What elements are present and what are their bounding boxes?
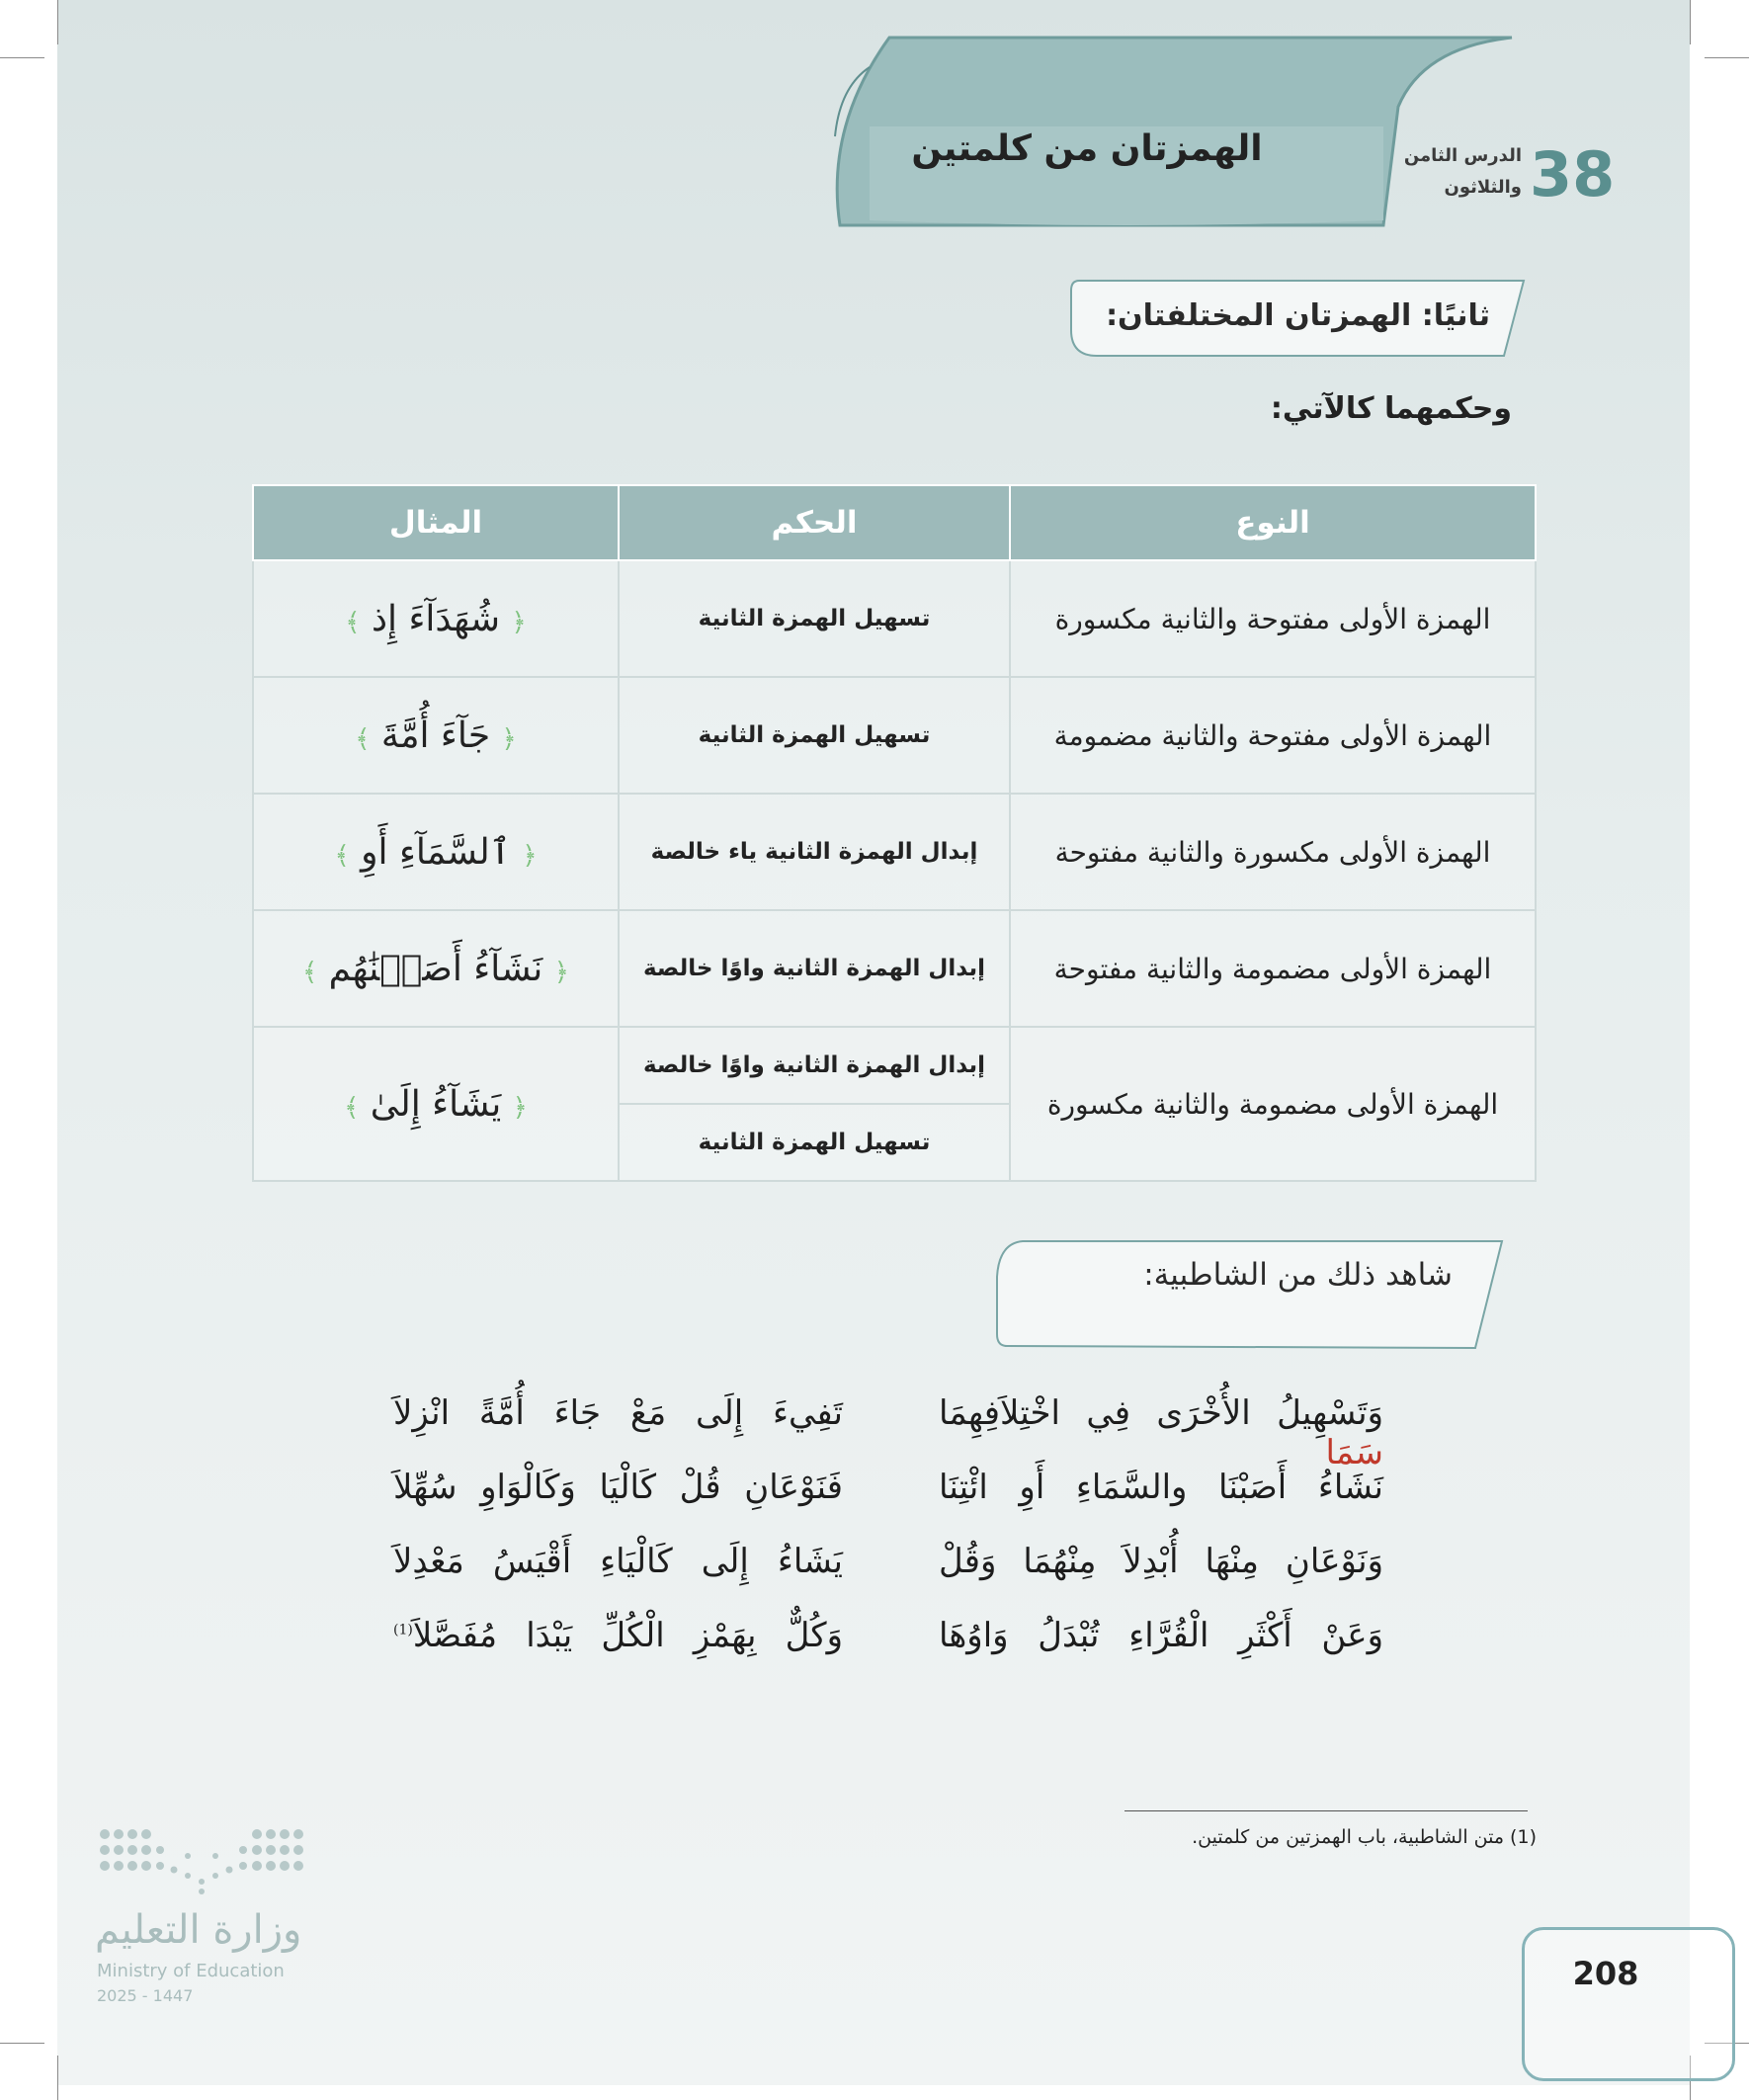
cell-example bbox=[253, 1027, 619, 1181]
cell-type: الهمزة الأولى مفتوحة والثانية مضمومة bbox=[1010, 677, 1536, 794]
table-row bbox=[253, 1027, 1536, 1104]
poem-line-right: وَعَنْ أَكْثَرِ الْقُرَّاءِ تُبْدَلُ وَاوُهَا bbox=[939, 1616, 1383, 1655]
table-row bbox=[253, 677, 1536, 794]
ornament-close: ﴾ bbox=[334, 840, 350, 871]
ornament-close: ﴾ bbox=[301, 957, 318, 987]
crop-mark bbox=[0, 57, 44, 58]
poem-line-right: نَشَاءُ أَصَبْنَا والسَّمَاءِ أَوِ ائْتِنَا bbox=[939, 1468, 1383, 1507]
shatibiyya-frame bbox=[993, 1237, 1507, 1354]
poem-line-right: وَنَوْعَانِ مِنْهَا أُبْدِلاَ مِنْهُمَا وَقُلْ bbox=[939, 1542, 1383, 1581]
lesson-number: 38 bbox=[1530, 138, 1616, 210]
ornament-close: ﴾ bbox=[355, 723, 371, 754]
section-title: ثانيًا: الهمزتان المختلفتان: bbox=[1106, 298, 1490, 333]
footnote-marker: (1) bbox=[393, 1622, 413, 1638]
cell-rule: إبدال الهمزة الثانية ياء خالصة bbox=[619, 794, 1010, 910]
page-number-frame bbox=[1522, 1927, 1735, 2081]
lesson-label-line-2: والثلاثون bbox=[1444, 177, 1522, 198]
cell-rule: إبدال الهمزة الثانية واوًا خالصة bbox=[619, 1027, 1010, 1104]
cell-type: الهمزة الأولى مكسورة والثانية مفتوحة bbox=[1010, 794, 1536, 910]
example-text: نَشَآءُ أَصَبۡنَٰهُم bbox=[328, 948, 543, 989]
header-example: المثال bbox=[253, 485, 619, 560]
intro-text: وحكمهما كالآتي: bbox=[1270, 391, 1512, 426]
ornament-open: ﴿ bbox=[553, 957, 570, 987]
header-rule: الحكم bbox=[619, 485, 1010, 560]
poem-line-left: يَشَاءُ إِلَى كَالْيَاءِ أَقْيَسُ مَعْدِلاَ bbox=[393, 1542, 843, 1581]
cell-type: الهمزة الأولى مضمومة والثانية مفتوحة bbox=[1010, 910, 1536, 1027]
crop-mark bbox=[1705, 57, 1749, 58]
poem-highlight: سَمَا bbox=[1325, 1433, 1383, 1472]
ministry-logo-icon bbox=[97, 1826, 309, 1900]
poem-line-left bbox=[393, 1616, 843, 1655]
cell-rule: تسهيل الهمزة الثانية bbox=[619, 677, 1010, 794]
ornament-close: ﴾ bbox=[345, 607, 361, 637]
cell-rule: إبدال الهمزة الثانية واوًا خالصة bbox=[619, 910, 1010, 1027]
ornament-open: ﴿ bbox=[501, 723, 517, 754]
shatibiyya-title: شاهد ذلك من الشاطبية: bbox=[1143, 1257, 1453, 1293]
lesson-label-line-1: الدرس الثامن bbox=[1403, 145, 1522, 166]
example-text: جَآءَ أُمَّةَ bbox=[380, 714, 491, 756]
example-text: شُهَدَآءَ إِذ bbox=[371, 598, 501, 639]
lesson-label bbox=[1403, 140, 1522, 204]
page-number: 208 bbox=[1572, 1955, 1639, 1992]
rules-table bbox=[252, 484, 1537, 1182]
example-text: ٱلسَّمَآءِ أَوِ bbox=[361, 831, 511, 873]
cell-rule: تسهيل الهمزة الثانية bbox=[619, 560, 1010, 677]
cell-example bbox=[253, 794, 619, 910]
cell-type: الهمزة الأولى مفتوحة والثانية مكسورة bbox=[1010, 560, 1536, 677]
table-row bbox=[253, 560, 1536, 677]
ministry-name-arabic: وزارة التعليم bbox=[95, 1907, 302, 1953]
cell-example bbox=[253, 560, 619, 677]
crop-mark bbox=[57, 2056, 58, 2100]
crop-mark bbox=[1690, 0, 1691, 44]
example-text: يَشَآءُ إِلَىٰ bbox=[370, 1083, 502, 1125]
crop-mark bbox=[0, 2043, 44, 2044]
cell-type: الهمزة الأولى مضمومة والثانية مكسورة bbox=[1010, 1027, 1536, 1181]
cell-rule: تسهيل الهمزة الثانية bbox=[619, 1104, 1010, 1181]
ornament-open: ﴿ bbox=[511, 607, 527, 637]
table-row bbox=[253, 910, 1536, 1027]
crop-mark bbox=[57, 0, 58, 44]
poem-text: وَتَسْهِيلُ الأُخْرَى فِي اخْتِلاَفِهِمَا bbox=[939, 1393, 1383, 1433]
ornament-close: ﴾ bbox=[344, 1092, 360, 1123]
ministry-name-english: Ministry of Education bbox=[97, 1961, 285, 1981]
table-row bbox=[253, 794, 1536, 910]
footnote: (1) متن الشاطبية، باب الهمزتين من كلمتين. bbox=[1192, 1826, 1537, 1848]
ornament-open: ﴿ bbox=[522, 840, 538, 871]
footnote-divider bbox=[1124, 1810, 1528, 1811]
ministry-year: 2025 - 1447 bbox=[97, 1986, 194, 2005]
table-header-row bbox=[253, 485, 1536, 560]
poem-line-right bbox=[939, 1393, 1383, 1472]
poem-line-left: تَفِيءَ إِلَى مَعْ جَاءَ أُمَّةً انْزِلاَ bbox=[393, 1393, 843, 1433]
poem-text: وَكُلٌّ بِهَمْزِ الْكُلِّ يَبْدَا مُفَصَّلاَ bbox=[412, 1616, 843, 1655]
header-type: النوع bbox=[1010, 485, 1536, 560]
poem-line-left: فَنَوْعَانِ قُلْ كَالْيَا وَكَالْوَاوِ سُهِّلاَ bbox=[393, 1468, 843, 1507]
ornament-open: ﴿ bbox=[512, 1092, 528, 1123]
lesson-title: الهمزتان من كلمتين bbox=[911, 128, 1263, 169]
cell-example bbox=[253, 910, 619, 1027]
cell-example bbox=[253, 677, 619, 794]
